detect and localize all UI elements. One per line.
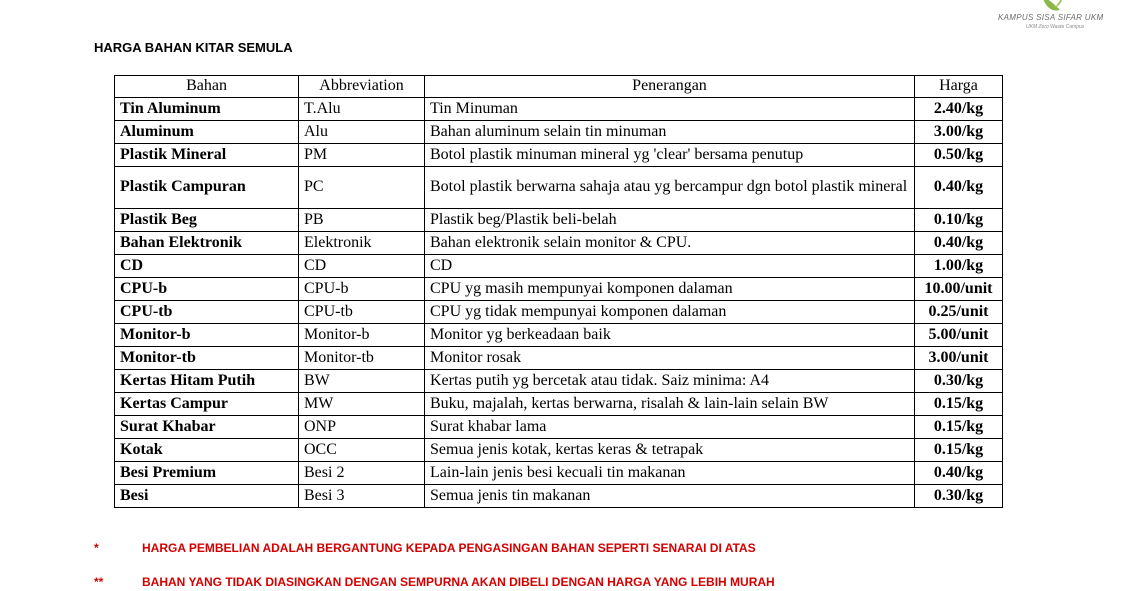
cell-abbreviation: Alu: [299, 121, 425, 144]
cell-penerangan: Semua jenis kotak, kertas keras & tetrapak: [425, 439, 915, 462]
table-row: [115, 301, 1003, 324]
cell-penerangan: CD: [425, 255, 915, 278]
cell-penerangan: Bahan aluminum selain tin minuman: [425, 121, 915, 144]
cell-bahan: CPU-tb: [115, 301, 299, 324]
table-row: [115, 347, 1003, 370]
cell-abbreviation: Besi 2: [299, 462, 425, 485]
cell-bahan: Kotak: [115, 439, 299, 462]
cell-penerangan: Botol plastik minuman mineral yg 'clear' bersama penutup: [425, 144, 915, 167]
cell-harga: 0.30/kg: [915, 370, 1003, 393]
table-row: [115, 278, 1003, 301]
cell-harga: 0.10/kg: [915, 209, 1003, 232]
cell-bahan: Monitor-tb: [115, 347, 299, 370]
cell-harga: 0.40/kg: [915, 232, 1003, 255]
table-row: [115, 255, 1003, 278]
cell-penerangan: Plastik beg/Plastik beli-belah: [425, 209, 915, 232]
cell-abbreviation: PM: [299, 144, 425, 167]
cell-bahan: Besi: [115, 485, 299, 508]
logo-tagline: UKM Zero Waste Campus: [1026, 24, 1085, 30]
cell-bahan: Besi Premium: [115, 462, 299, 485]
column-header-penerangan: Penerangan: [425, 76, 915, 98]
note-marker: *: [94, 541, 99, 555]
cell-bahan: Monitor-b: [115, 324, 299, 347]
note-harga-murah: [94, 575, 894, 591]
table-row: [115, 370, 1003, 393]
table-row: [115, 439, 1003, 462]
note-pengasingan: [94, 541, 894, 557]
cell-penerangan: Kertas putih yg bercetak atau tidak. Saiz minima: A4: [425, 370, 915, 393]
cell-bahan: CD: [115, 255, 299, 278]
cell-penerangan: Lain-lain jenis besi kecuali tin makanan: [425, 462, 915, 485]
table-row: [115, 232, 1003, 255]
cell-abbreviation: ONP: [299, 416, 425, 439]
cell-penerangan: CPU yg tidak mempunyai komponen dalaman: [425, 301, 915, 324]
cell-harga: 0.15/kg: [915, 439, 1003, 462]
cell-harga: 10.00/unit: [915, 278, 1003, 301]
cell-bahan: Bahan Elektronik: [115, 232, 299, 255]
cell-abbreviation: Elektronik: [299, 232, 425, 255]
cell-penerangan: Botol plastik berwarna sahaja atau yg bercampur dgn botol plastik mineral: [425, 167, 915, 209]
cell-abbreviation: PB: [299, 209, 425, 232]
cell-abbreviation: CPU-b: [299, 278, 425, 301]
cell-penerangan: CPU yg masih mempunyai komponen dalaman: [425, 278, 915, 301]
cell-bahan: Plastik Beg: [115, 209, 299, 232]
kampus-sisa-sifar-logo: [998, 0, 1108, 38]
table-row: [115, 144, 1003, 167]
cell-abbreviation: T.Alu: [299, 98, 425, 121]
note-text: BAHAN YANG TIDAK DIASINGKAN DENGAN SEMPURNA AKAN DIBELI DENGAN HARGA YANG LEBIH MURAH: [142, 575, 775, 589]
logo-brand-text: KAMPUS SISA SIFAR UKM: [998, 13, 1104, 22]
cell-bahan: Kertas Hitam Putih: [115, 370, 299, 393]
cell-penerangan: Buku, majalah, kertas berwarna, risalah & lain-lain selain BW: [425, 393, 915, 416]
cell-bahan: Surat Khabar: [115, 416, 299, 439]
cell-bahan: CPU-b: [115, 278, 299, 301]
table-row: [115, 324, 1003, 347]
column-header-harga: Harga: [915, 76, 1003, 98]
cell-bahan: Plastik Mineral: [115, 144, 299, 167]
cell-harga: 0.15/kg: [915, 393, 1003, 416]
cell-abbreviation: Besi 3: [299, 485, 425, 508]
cell-abbreviation: CD: [299, 255, 425, 278]
cell-harga: 3.00/unit: [915, 347, 1003, 370]
table-row: [115, 167, 1003, 209]
table-header-row: [115, 76, 1003, 98]
cell-harga: 2.40/kg: [915, 98, 1003, 121]
cell-harga: 0.25/unit: [915, 301, 1003, 324]
note-marker: **: [94, 575, 104, 589]
cell-penerangan: Monitor rosak: [425, 347, 915, 370]
cell-penerangan: Monitor yg berkeadaan baik: [425, 324, 915, 347]
cell-bahan: Tin Aluminum: [115, 98, 299, 121]
cell-penerangan: Semua jenis tin makanan: [425, 485, 915, 508]
cell-abbreviation: OCC: [299, 439, 425, 462]
table-row: [115, 98, 1003, 121]
cell-penerangan: Surat khabar lama: [425, 416, 915, 439]
table-row: [115, 121, 1003, 144]
cell-harga: 0.50/kg: [915, 144, 1003, 167]
cell-abbreviation: MW: [299, 393, 425, 416]
cell-penerangan: Bahan elektronik selain monitor & CPU.: [425, 232, 915, 255]
column-header-abbreviation: Abbreviation: [299, 76, 425, 98]
page-title: HARGA BAHAN KITAR SEMULA: [94, 40, 293, 55]
cell-abbreviation: BW: [299, 370, 425, 393]
cell-abbreviation: Monitor-b: [299, 324, 425, 347]
cell-harga: 0.15/kg: [915, 416, 1003, 439]
cell-abbreviation: PC: [299, 167, 425, 209]
table-row: [115, 485, 1003, 508]
price-table: [114, 75, 1003, 508]
table-row: [115, 462, 1003, 485]
cell-harga: 5.00/unit: [915, 324, 1003, 347]
cell-harga: 3.00/kg: [915, 121, 1003, 144]
table-row: [115, 416, 1003, 439]
cell-penerangan: Tin Minuman: [425, 98, 915, 121]
cell-abbreviation: CPU-tb: [299, 301, 425, 324]
table-row: [115, 393, 1003, 416]
cell-bahan: Plastik Campuran: [115, 167, 299, 209]
cell-harga: 0.40/kg: [915, 167, 1003, 209]
cell-harga: 0.30/kg: [915, 485, 1003, 508]
cell-harga: 0.40/kg: [915, 462, 1003, 485]
cell-harga: 1.00/kg: [915, 255, 1003, 278]
cell-bahan: Kertas Campur: [115, 393, 299, 416]
cell-bahan: Aluminum: [115, 121, 299, 144]
cell-abbreviation: Monitor-tb: [299, 347, 425, 370]
note-text: HARGA PEMBELIAN ADALAH BERGANTUNG KEPADA PENGASINGAN BAHAN SEPERTI SENARAI DI ATAS: [142, 541, 756, 555]
table-row: [115, 209, 1003, 232]
column-header-bahan: Bahan: [115, 76, 299, 98]
